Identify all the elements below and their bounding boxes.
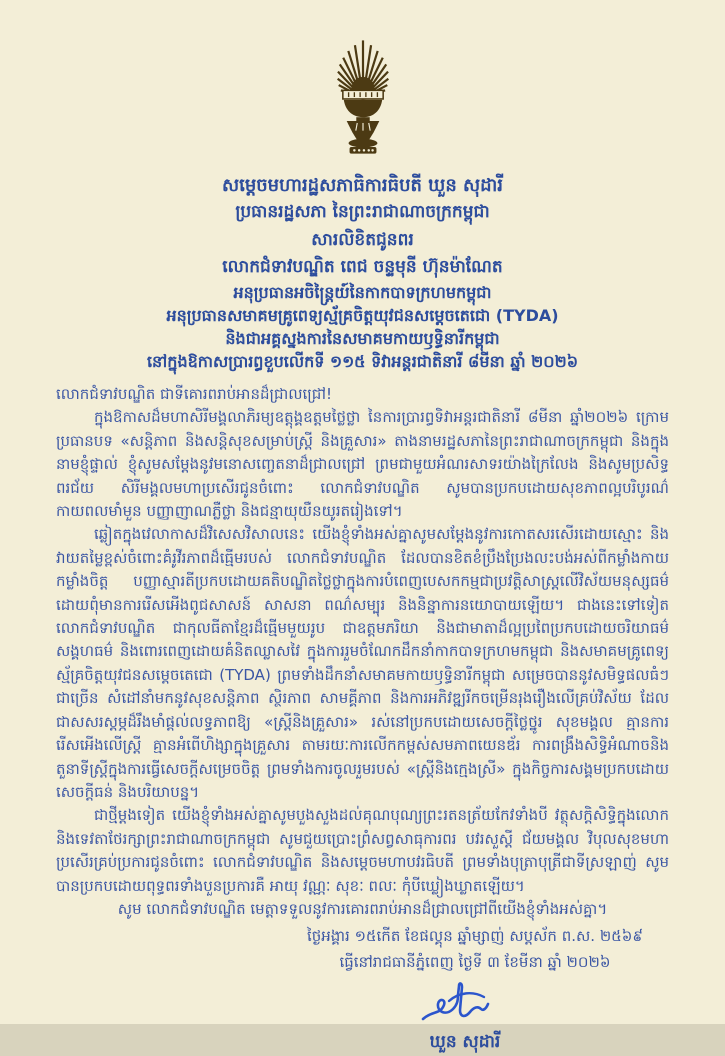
paragraph-1: ក្នុងឱកាសដ៏មហាសិរីមង្គលាភិរម្យឧត្តុង្គឧត្តមថ្លៃថ្លា នៃការប្រារព្ធទិវាអន្តរជាតិនារី ៨មីនា ឆ្នាំ២០២៦ ក្រោមប្រធានបទ «សន្តិភាព និងសន្តិសុខសម្រាប់ស្ត្រី និងគ្រួសារ» តាងនាមរដ្ឋសភានៃព្រះរាជាណាចក្រកម្ពុជា និងក្នុងនាមខ្ញុំផ្ទាល់ ខ្ញុំសូមសម្តែងនូវមនោសញ្ចេតនាដ៏ជ្រាលជ្រៅ ព្រមជាមួយអំណរសាទរយ៉ាងក្រៃលែង និងសូមប្រសិទ្ធពរជ័យ សិរីមង្គលមហាប្រសើរជូនចំពោះ លោកជំទាវបណ្ឌិត សូមបានប្រកបដោយសុខភាពល្អបរិបូរណ៌ កាយពលមាំមួន បញ្ញាញាណភ្លឺថ្លា និងជន្មាយុយឺនយូរតរៀងទៅ។ [56, 408, 669, 521]
sender-title: សម្តេចមហារដ្ឋសភាធិការធិបតី ឃួន សុដារី [221, 175, 504, 196]
letter-header [0, 172, 725, 373]
recipient-title-3: និងជាអគ្គស្នងការនៃសមាគមកាយឫទ្ធិនារីកម្ពុជា [225, 329, 500, 348]
emblem-container [0, 30, 725, 166]
handwritten-signature-icon [335, 977, 595, 1029]
dateline-block [265, 923, 685, 975]
recipient-title-1: អនុប្រធានអចិន្ត្រៃយ៍នៃកាកបាទក្រហមកម្ពុជា [233, 283, 492, 302]
letter-body [56, 383, 669, 921]
paragraph-3: ជាថ្មីម្តងទៀត យើងខ្ញុំទាំងអស់គ្នាសូមបួងសួងដល់គុណបុណ្យព្រះរតនត្រ័យកែវទាំងបី វត្ថុសក្តិសិទ្ធិក្នុងលោក និងទេវតាថែរក្សាព្រះរាជាណាចក្រកម្ពុជា សូមជួយប្រោះព្រំសព្វសាធុការពរ បវរសួស្តី ជ័យមង្គល វិបុលសុខមហាប្រសើរគ្រប់ប្រការជូនចំពោះ លោកជំទាវបណ្ឌិត និងសម្តេចមហាបវរធិបតី ព្រមទាំងបុត្រាបុត្រីជាទីស្រឡាញ់ សូមបានប្រកបដោយពុទ្ធពរទាំងបួនប្រការគឺ អាយុ វណ្ណៈ សុខៈ ពលៈ កុំបីឃ្លៀងឃ្លាតឡើយ។ [56, 806, 669, 895]
salutation: លោកជំទាវបណ្ឌិត ជាទីគោរពរាប់អានដ៏ជ្រាលជ្រៅ! [56, 385, 333, 403]
closing-line: សូម លោកជំទាវបណ្ឌិត មេត្តាទទួលនូវការគោរពរាប់អានដ៏ជ្រាលជ្រៅពីយើងខ្ញុំទាំងអស់គ្នា។ [117, 899, 608, 918]
lunar-date: ថ្ងៃអង្គារ ១៥កើត ខែផល្គុន ឆ្នាំម្សាញ់ សប្តស័ក ព.ស. ២៥៦៩ [306, 927, 644, 946]
recipient-title-2: អនុប្រធានសមាគមគ្រូពេទ្យស្ម័គ្រចិត្តយុវជនសម្តេចតេជោ (TYDA) [166, 306, 559, 325]
occasion-line: នៅក្នុងឱកាសប្រារព្ធខួបលើកទី ១១៥ ទិវាអន្តរជាតិនារី ៨មីនា ឆ្នាំ ២០២៦ [146, 352, 579, 371]
paragraph-2: ឆ្លៀតក្នុងវេលាកាសដ៏វិសេសវិសាលនេះ យើងខ្ញុំទាំងអស់គ្នាសូមសម្តែងនូវការកោតសរសើរដោយស្មោះ និងវាយតម្លៃខ្ពស់ចំពោះគំរូវីរភាពដ៏ធ្មើមរបស់ លោកជំទាវបណ្ឌិត ដែលបានខិតខំប្រឹងប្រែងលះបង់អស់ពីកម្លាំងកាយ កម្លាំងចិត្ត បញ្ញាស្មារតីប្រកបដោយគតិបណ្ឌិតថ្លៃថ្លាក្នុងការបំពេញបេសកកម្មជាប្រវត្តិសាស្ត្រលើវិស័យមនុស្សធម៌ ដោយពុំមានការរើសអើងពូជសាសន៍ សាសនា ពណ៌សម្បុរ និងនិន្នាការនយោបាយឡើយ។ ជាងនេះទៅទៀត លោកជំទាវបណ្ឌិត ជាកុលធីតាខ្មែរដ៏ធ្មើមមួយរូប ជាឧត្តមភរិយា និងជាមាតាដ៏ល្អប្រពៃប្រកបដោយចរិយាធម៌ សង្គហធម៌ និងពោរពេញដោយគំនិតឈ្លាសវៃ ក្នុងការរួមចំណែកដឹកនាំកាកបាទក្រហមកម្ពុជា និងសមាគមគ្រូពេទ្យស្ម័គ្រចិត្តយុវជនសម្តេចតេជោ (TYDA) ព្រមទាំងដឹកនាំសមាគមកាយឫទ្ធិនារីកម្ពុជា សម្រេចបាននូវសមិទ្ធផលធំៗជាច្រើន សំដៅនាំមកនូវសុខសន្តិភាព ស្ថិរភាព សាមគ្គីភាព និងការអភិវឌ្ឍរីកចម្រើនរុងរឿងលើគ្រប់វិស័យ ដែលជាសសរស្តម្ភដ៏រឹងមាំផ្តល់លទ្ធភាពឱ្យ «ស្ត្រីនិងគ្រួសារ» រស់នៅប្រកបដោយសេចក្តីថ្លៃថ្នូរ សុខមង្គល គ្មានការរើសអើងលើស្ត្រី គ្មានអំពើហិង្សាក្នុងគ្រួសារ តាមរយៈការលើកកម្ពស់សមភាពយេនឌ័រ ការពង្រឹងសិទ្ធិអំណាចនិងតួនាទីស្ត្រីក្នុងការធ្វើសេចក្តីសម្រេចចិត្ត ព្រមទាំងការចូលរួមរបស់ «ស្ត្រីនិងក្មេងស្រី» ក្នុងកិច្ចការសង្គមប្រកបដោយសេចក្តីធន់ និងបរិយាបន្ន។ [56, 525, 669, 801]
letter-type-title: សារលិខិតជូនពរ [311, 230, 414, 250]
signature-block [335, 977, 595, 1056]
recipient-name: លោកជំទាវបណ្ឌិត ពេជ ចន្ទមុនី ហ៊ុនម៉ាណែត [222, 257, 503, 277]
gregorian-date: ធ្វើនៅរាជធានីភ្នំពេញ ថ្ងៃទី ៣ ខែមីនា ឆ្នាំ ២០២៦ [339, 953, 611, 972]
sender-position: ប្រធានរដ្ឋសភា នៃព្រះរាជាណាចក្រកម្ពុជា [235, 202, 490, 222]
national-assembly-popil-emblem-icon [315, 30, 411, 166]
signer-name: ឃួន សុដារី [429, 1032, 501, 1053]
